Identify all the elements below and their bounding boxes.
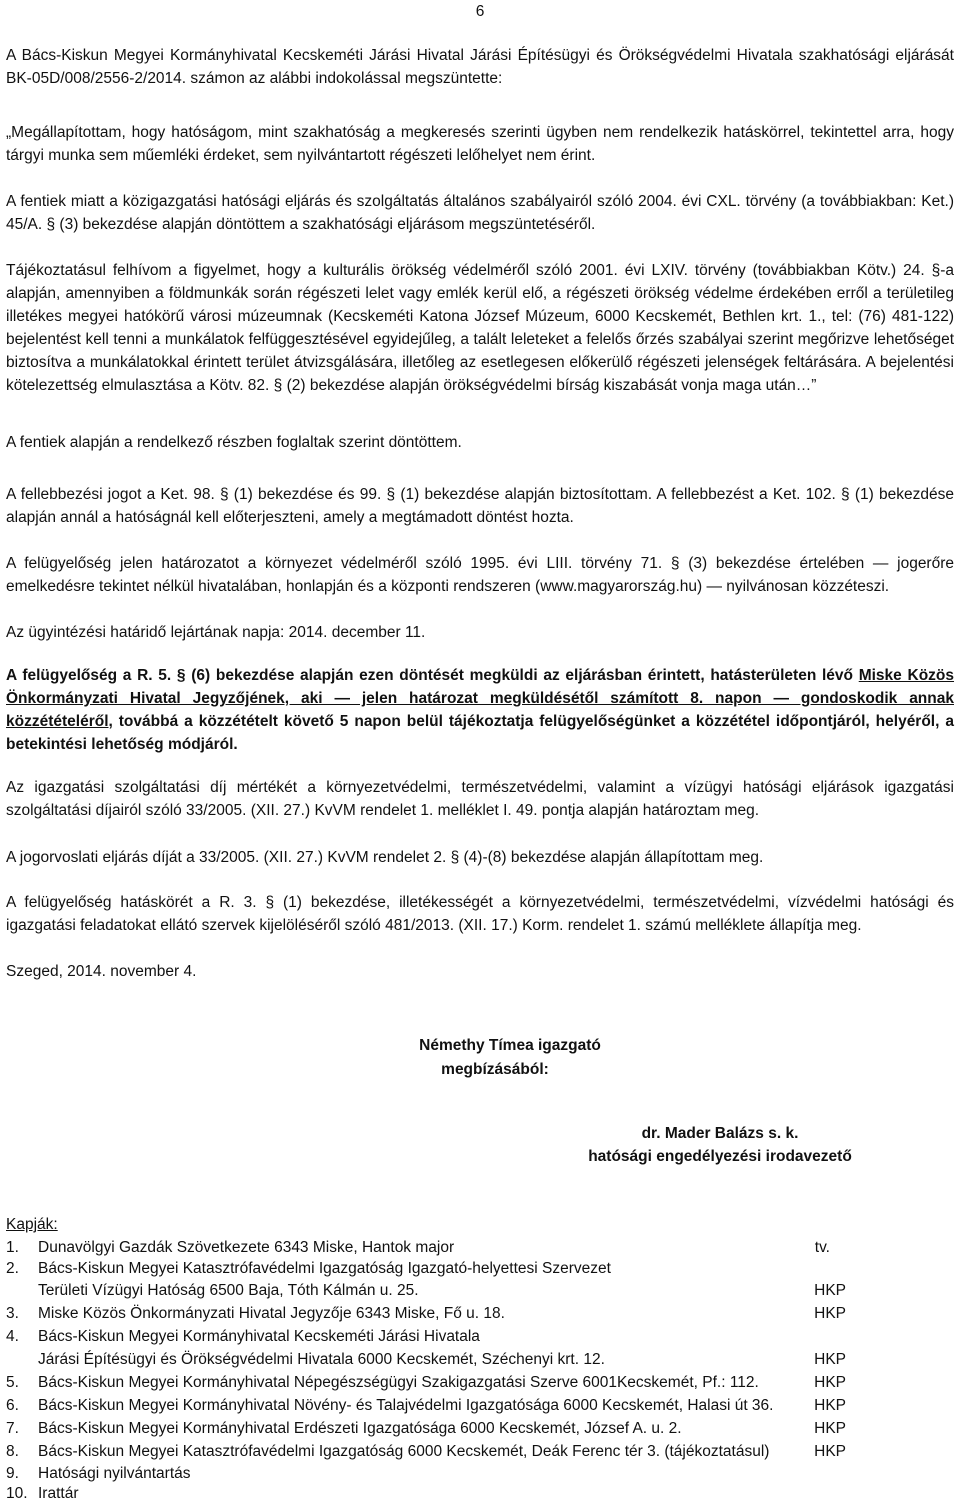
signature-authority: megbízásából: [441,1061,549,1078]
recipient-item [6,1302,954,1325]
paragraph-competence: A felügyelőség hatáskörét a R. 3. § (1) bekezdése, illetékességét a környezetvédelmi, természetvédelmi, vízvédelmi hatósági és igazgatási feladatokat ellátó szervek kijelöléséről szóló 481/2013. (XII. 17.) Korm. rendelet 1. számú melléklete állapítja meg. [6,894,954,934]
recipient-text: Hatósági nyilvántartás [38,1465,191,1482]
paragraph-remedy-fee: A jogorvoslati eljárás díját a 33/2005. (XII. 27.) KvVM rendelet 2. § (4)-(8) bekezdése alapján állapítottam meg. [6,849,764,866]
recipient-text: Bács-Kiskun Megyei Kormányhivatal Növény- és Talajvédelmi Igazgatósága 6000 Kecskemét, Halasi út 36. [38,1397,774,1414]
paragraph-place-date: Szeged, 2014. november 4. [6,963,197,980]
recipient-text: Bács-Kiskun Megyei Katasztrófavédelmi Igazgatóság 6000 Kecskemét, Deák Ferenc tér 3. (tájékoztatásul) [38,1443,770,1460]
signature-name: Némethy Tímea igazgató [419,1037,601,1054]
recipient-number: 2. [6,1260,19,1277]
recipient-number: 3. [6,1305,19,1322]
paragraph-publication: A felügyelőség jelen határozatot a környezet védelméről szóló 1995. évi LIII. törvény 71. § (3) bekezdése értelében — jogerőre emelkedésre tekintet nélkül hivatalában, honlapján és a központi rendszeren (www.magyarország.hu) — nyilvánosan közzéteszi. [6,555,954,595]
recipient-item-continued [6,1279,954,1302]
recipient-tag: HKP [814,1397,846,1414]
recipient-number: 10. [6,1485,28,1502]
recipient-tag: HKP [814,1420,846,1437]
paragraph-ket: A fentiek miatt a közigazgatási hatósági eljárás és szolgáltatás általános szabályairól szóló 2004. évi CXL. törvény (a továbbiakban: Ket.) 45/A. § (3) bekezdése alapján döntöttem a szakhatósági eljárásom megszüntetéséről. [6,193,954,233]
paragraph-deadline: Az ügyintézési határidő lejártának napja: 2014. december 11. [6,624,426,641]
recipient-number: 4. [6,1328,19,1345]
recipient-tag: tv. [814,1239,830,1256]
recipient-text: Miske Közös Önkormányzati Hivatal Jegyzője 6343 Miske, Fő u. 18. [38,1305,505,1322]
notice-text-start: A felügyelőség a R. 5. § (6) bekezdése alapján ezen döntését megküldi az eljárásban érintett, hatásterületen lévő [6,667,859,684]
recipient-text: Járási Építésügyi és Örökségvédelmi Hivatala 6000 Kecskemét, Széchenyi krt. 12. [38,1351,605,1368]
recipient-number: 5. [6,1374,19,1391]
recipient-tag: HKP [814,1443,846,1460]
paragraph-intro: A Bács-Kiskun Megyei Kormányhivatal Kecskeméti Járási Hivatal Járási Építésügyi és Örökségvédelmi Hivatala szakhatósági eljárását BK-05D/008/2556-2/2014. számon az alábbi indokolással megszüntette: [6,47,954,87]
recipient-text: Területi Vízügyi Hatóság 6500 Baja, Tóth Kálmán u. 25. [38,1282,419,1299]
recipient-text: Bács-Kiskun Megyei Kormányhivatal Kecskeméti Járási Hivatala [38,1328,480,1345]
recipient-number: 8. [6,1443,19,1460]
recipient-item [6,1257,954,1280]
recipient-text: Bács-Kiskun Megyei Katasztrófavédelmi Igazgatóság Igazgató-helyettesi Szervezet [38,1260,611,1277]
recipient-item [6,1371,954,1394]
notice-text-end: továbbá a közzétételt követő 5 napon belül tájékoztatja felügyelőségünket a közzététel időpontjáról, helyéről, a betekintési lehetőség módjáról. [6,713,954,753]
recipient-text: Dunavölgyi Gazdák Szövetkezete 6343 Miske, Hantok major [38,1239,455,1256]
recipient-number: 9. [6,1465,19,1482]
signer-title: hatósági engedélyezési irodavezető [588,1148,852,1165]
paragraph-quote-start: „Megállapítottam, hogy hatóságom, mint szakhatóság a megkeresés szerinti ügyben nem rendelkezik hatáskörrel, tekintettel arra, hogy tárgyi munka sem műemléki érdeket, sem nyilvántartott régészeti lelőhelyet nem érint. [6,124,954,164]
recipients-heading: Kapják: [6,1216,58,1233]
paragraph-decision: A fentiek alapján a rendelkező részben foglaltak szerint döntöttem. [6,434,462,451]
recipient-number: 1. [6,1239,19,1256]
recipient-tag: HKP [814,1351,846,1368]
recipient-item [6,1417,954,1440]
recipient-item [6,1394,954,1417]
recipient-tag: HKP [814,1282,846,1299]
paragraph-appeal: A fellebbezési jogot a Ket. 98. § (1) bekezdése és 99. § (1) bekezdése alapján biztosítottam. A fellebbezést a Ket. 102. § (1) bekezdése alapján annál a hatóságnál kell előterjeszteni, amely a megtámadott döntést hozta. [6,486,954,526]
recipient-item [6,1236,954,1259]
paragraph-fee: Az igazgatási szolgáltatási díj mértékét a környezetvédelmi, természetvédelmi, valamint a vízügyi hatósági eljárások igazgatási szolgáltatási díjairól szóló 33/2005. (XII. 27.) KvVM rendelet 1. melléklet I. 49. pontja alapján határoztam meg. [6,779,954,819]
paragraph-kotv: Tájékoztatásul felhívom a figyelmet, hogy a kulturális örökség védelméről szóló 2001. évi LXIV. törvény (továbbiakban Kötv.) 24. §-a alapján, amennyiben a földmunkák során régészeti lelet vagy emlék kerül elő, a régészeti örökség védelme érdekében erről a területileg illetékes megyei hatókörű városi múzeumnak (Kecskeméti Katona József Múzeum, 6000 Kecskemét, Bethlen krt. 1., tel: (76) 481-122) bejelentést kell tenni a munkálatok felfüggesztésével egyidejűleg, a talált leleteket a felelős őrzés szabályai szerint megőrizve lehetőséget biztosítva a munkálatokkal érintett terület átvizsgálására, illetőleg az esetlegesen előkerülő régészeti jelenségek feltárására. A bejelentési kötelezettség elmulasztása a Kötv. 82. § (2) bekezdése alapján örökségvédelmi bírság kiszabását vonja maga után…” [6,262,954,394]
notice-text-underlined: Miske Közös Önkormányzati Hivatal Jegyzőjének, aki — jelen határozat megküldésétől számított 8. napon — gondoskodik annak közzétételéről, [6,667,955,730]
recipient-item-continued [6,1348,954,1371]
recipient-number: 7. [6,1420,19,1437]
recipient-item [6,1482,954,1505]
recipient-tag: HKP [814,1374,846,1391]
recipient-item [6,1325,954,1348]
page-number: 6 [475,3,485,20]
signer-name: dr. Mader Balázs s. k. [641,1125,799,1142]
recipient-tag: HKP [814,1305,846,1322]
recipient-text: Bács-Kiskun Megyei Kormányhivatal Népegészségügyi Szakigazgatási Szerve 6001Kecskemét, Pf.: 112. [38,1374,759,1391]
paragraph-notice [6,664,954,756]
recipient-number: 6. [6,1397,19,1414]
recipient-text: Bács-Kiskun Megyei Kormányhivatal Erdészeti Igazgatósága 6000 Kecskemét, József A. u. 2. [38,1420,682,1437]
recipient-item [6,1440,954,1463]
recipient-text: Irattár [38,1485,79,1502]
